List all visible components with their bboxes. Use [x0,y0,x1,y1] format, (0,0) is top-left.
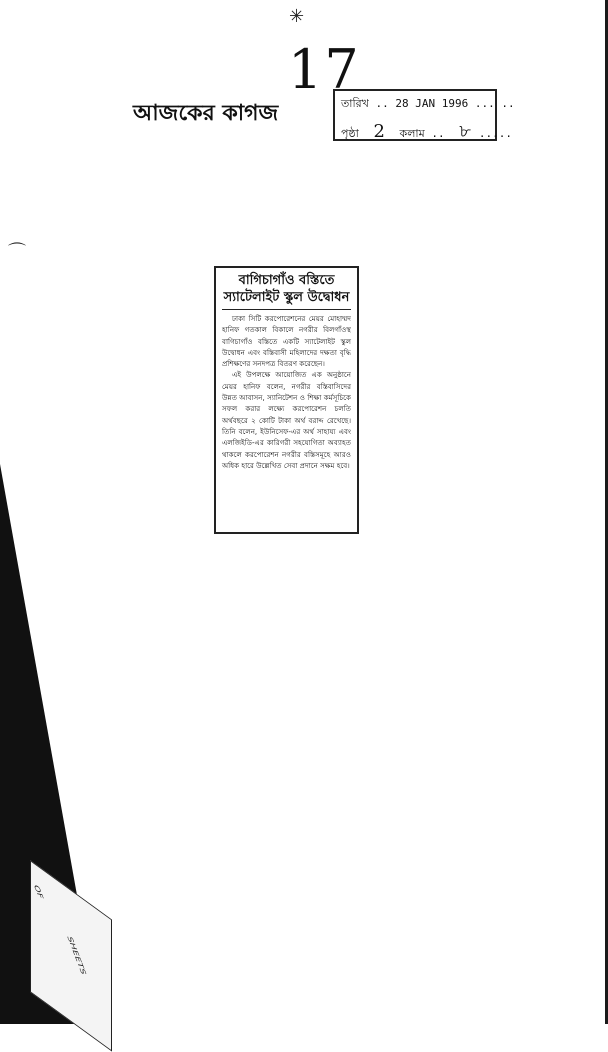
stamp-date-row: তারিখ .. 28 JAN 1996 ... .. [341,97,515,110]
clipping-paragraph-1: ঢাকা সিটি করপোরেশনের মেয়র মোহাম্মদ হানিফ গতকাল বিকালে নগরীর বিলগাঁওস্থ বাগিচাগাঁও বস্তিতে একটি স্যাটেলাইট স্কুল উদ্বোধন এবং বস্তিবাসী মহিলাদের দক্ষতা বৃদ্ধি প্রশিক্ষণের সনদপত্র বিতরণ করেছেন। [222,314,351,369]
stamp-date-label: তারিখ [341,97,369,110]
date-stamp [333,89,515,142]
newspaper-masthead: আজকের কাগজ [133,101,279,126]
stamp-page-label: পৃষ্ঠা [341,127,359,140]
clipping-headline [222,272,351,310]
stamp-column-value: ৮ [459,121,471,142]
handwritten-page-number: 17 [288,38,361,101]
pen-mark: ⌒ [8,242,26,263]
stamp-date-value: 28 JAN 1996 [395,97,469,110]
flap-text-of: OF [31,884,45,900]
stamp-page-row: পৃষ্ঠা 2 কলাম .. ৮ ..... [341,121,513,142]
clipping-paragraph-2: এই উপলক্ষে আয়োজিত এক অনুষ্ঠানে মেয়র হানিফ বলেন, নগরীর বস্তিবাসিদের উন্নত আবাসন, স্যানিটেশন ও শিক্ষা কর্মসূচিকে সফল করার লক্ষ্যে করপোরেশন চলতি অর্থবছরে ২ কোটি টাকা অর্থ বরাদ্দ রেখেছে। তিনি বলেন, ইউনিসেফ-এর অর্থ সাহায্য এবং এলজিইডি-এর কারিগরী সহযোগিতা অব্যাহত থাকলে করপোরেশন নগরীর বস্তিসমূহে আরও অধিক হারে উল্লেখিত সেবা প্রদানে সক্ষম হবে। [222,370,351,470]
flap-text-sheets: SHEETS [65,935,88,976]
headline-line-1: বাগিচাগাঁও বস্তিতে [238,273,335,288]
news-clipping [214,266,359,534]
stamp-page-value: 2 [373,121,385,142]
headline-line-2: স্যাটেলাইট স্কুল উদ্বোধন [223,290,350,305]
clipping-body [222,313,351,471]
scribble-mark: ✳ [289,6,305,27]
stamp-column-label: কলাম [399,127,425,140]
